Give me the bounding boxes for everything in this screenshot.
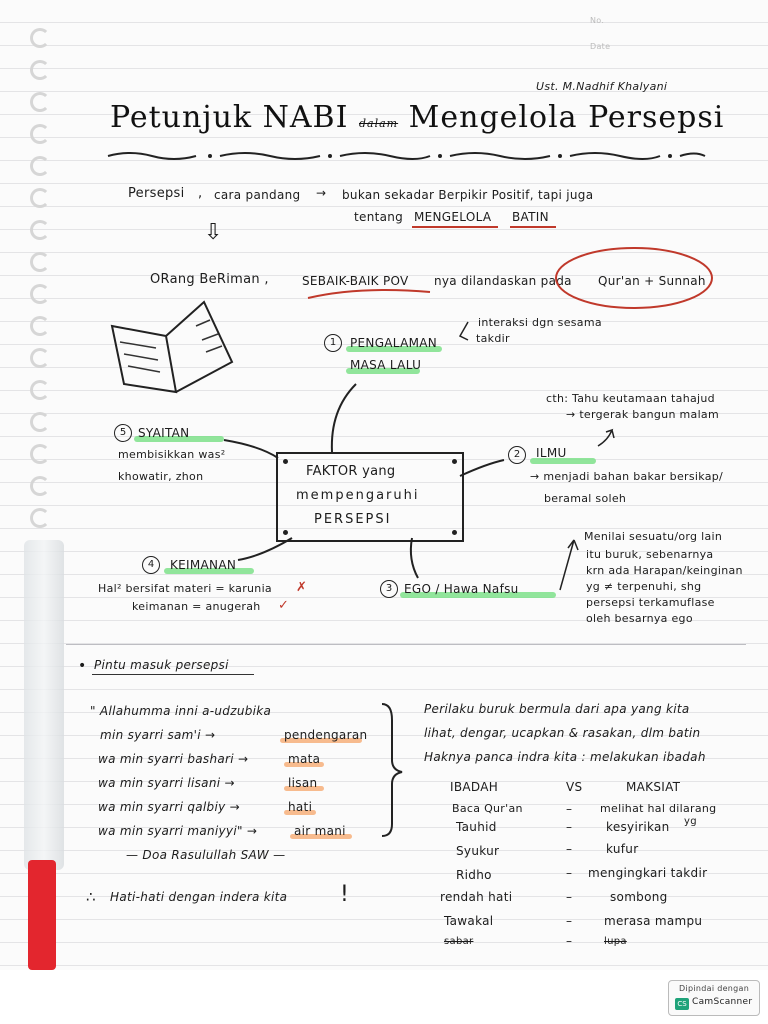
vs-dash: –	[566, 820, 573, 834]
maksiat-cell: lupa	[604, 936, 627, 947]
binding-ring	[30, 252, 50, 272]
factor1-label-line1: PENGALAMAN	[350, 336, 438, 350]
no-label: No.	[590, 16, 605, 25]
page-title	[110, 100, 724, 135]
red-pen	[28, 860, 56, 970]
vs-dash: –	[566, 842, 573, 856]
factor2-note4: beramal soleh	[544, 492, 627, 505]
factor3-note3: krn ada Harapan/keinginan	[586, 564, 743, 577]
persepsi-term: Persepsi	[128, 186, 185, 201]
date-label: Date	[590, 42, 611, 51]
section2-heading-underline	[92, 674, 254, 675]
factor3-note5: persepsi terkamuflase	[586, 596, 715, 609]
box-line2: mempengaruhi	[296, 488, 420, 503]
binding-ring	[30, 348, 50, 368]
beriman-rest: nya dilandaskan pada	[434, 274, 572, 288]
sebaik-baik-pov: SEBAIK-BAIK POV	[302, 274, 409, 288]
doa-source: — Doa Rasulullah SAW —	[126, 848, 286, 862]
doa-meaning: pendengaran	[284, 728, 368, 742]
factor5-label: SYAITAN	[138, 426, 190, 440]
binding-ring	[30, 444, 50, 464]
binding-ring	[30, 60, 50, 80]
section-divider	[66, 644, 746, 645]
factor2-note3: → menjadi bahan bakar bersikap/	[530, 470, 724, 483]
doa-line: wa min syarri bashari →	[98, 752, 249, 766]
binding-ring	[30, 316, 50, 336]
factor2-number: 2	[508, 446, 526, 464]
factor1-note1: interaksi dgn sesama	[478, 316, 602, 329]
doa-line: " Allahumma inni a-udzubika	[90, 704, 272, 718]
vs-header: VS	[566, 780, 583, 794]
intro-arrow: →	[316, 186, 327, 200]
binding-ring	[30, 380, 50, 400]
faktor-box	[276, 452, 464, 542]
factor5-number: 5	[114, 424, 132, 442]
open-book-icon	[106, 296, 236, 400]
doa-line: wa min syarri maniyyi" →	[98, 824, 258, 838]
ibadah-cell: Baca Qur'an	[452, 802, 523, 815]
factor2-note1: cth: Tahu keutamaan tahajud	[546, 392, 715, 405]
binding-ring	[30, 476, 50, 496]
ibadah-cell: rendah hati	[440, 890, 513, 904]
cara-pandang: cara pandang	[214, 188, 301, 202]
factor4-label: KEIMANAN	[170, 558, 237, 572]
factor3-note2: itu buruk, sebenarnya	[586, 548, 714, 561]
ibadah-cell: sabar	[444, 936, 474, 947]
maksiat-cell: merasa mampu	[604, 914, 703, 928]
binding-ring	[30, 92, 50, 112]
batin-underline	[510, 226, 556, 228]
factor1-note2: takdir	[476, 332, 510, 345]
maksiat-header: MAKSIAT	[626, 780, 681, 794]
orang-beriman: ORang BeRiman ,	[150, 272, 269, 287]
maksiat-cell: melihat hal dilarang	[600, 802, 717, 815]
factor3-note4: yg ≠ terpenuhi, shg	[586, 580, 702, 593]
yg-note: yg	[684, 816, 697, 827]
sebaik-red-underline	[300, 286, 440, 304]
doa-line: min syarri sam'i →	[100, 728, 216, 742]
maksiat-cell: sombong	[610, 890, 668, 904]
exclaim-mark: !	[340, 882, 350, 907]
vs-dash: –	[566, 934, 573, 948]
binding-ring	[30, 220, 50, 240]
ibadah-cell: Tauhid	[456, 820, 497, 834]
factor2-note2: → tergerak bangun malam	[566, 408, 719, 421]
title-wave-underline	[100, 146, 710, 166]
curly-brace	[376, 700, 406, 840]
factor4-number: 4	[142, 556, 160, 574]
binding-ring	[30, 508, 50, 528]
maksiat-cell: mengingkari takdir	[588, 866, 708, 880]
author: Ust. M.Nadhif Khalyani	[536, 80, 668, 93]
binding-ring	[30, 124, 50, 144]
doa-meaning: lisan	[288, 776, 318, 790]
doa-meaning: hati	[288, 800, 313, 814]
scanner-line1: Dipindai dengan	[679, 984, 750, 993]
intro-line2-prefix: tentang	[354, 210, 404, 224]
maksiat-cell: kesyirikan	[606, 820, 670, 834]
tape-strip	[24, 540, 64, 870]
section2-bullet: •	[78, 658, 87, 674]
right-intro-line: Haknya panca indra kita : melakukan ibadah	[424, 750, 706, 764]
binding-ring	[30, 28, 50, 48]
title-strike: dalam	[359, 117, 399, 130]
doa-line: wa min syarri qalbiy →	[98, 800, 240, 814]
section2-heading: Pintu masuk persepsi	[94, 658, 229, 672]
cross-mark-icon: ✗	[296, 580, 308, 595]
ibadah-cell: Ridho	[456, 868, 492, 882]
factor4-note2: keimanan = anugerah	[132, 600, 261, 613]
factor3-note6: oleh besarnya ego	[586, 612, 693, 625]
factor5-note1: membisikkan was²	[118, 448, 226, 461]
ibadah-cell: Syukur	[456, 844, 500, 858]
binding-ring	[30, 188, 50, 208]
vs-dash: –	[566, 890, 573, 904]
binding-ring	[30, 156, 50, 176]
vs-dash: –	[566, 802, 573, 816]
doa-meaning: air mani	[294, 824, 346, 838]
vs-dash: –	[566, 914, 573, 928]
doa-meaning: mata	[288, 752, 321, 766]
ibadah-header: IBADAH	[450, 780, 499, 794]
binding-ring	[30, 412, 50, 432]
maksiat-cell: kufur	[606, 842, 639, 856]
vs-dash: –	[566, 866, 573, 880]
right-intro-line: lihat, dengar, ucapkan & rasakan, dlm batin	[424, 726, 701, 740]
ibadah-cell: Tawakal	[444, 914, 494, 928]
right-intro-line: Perilaku buruk bermula dari apa yang kita	[424, 702, 690, 716]
box-line3: PERSEPSI	[314, 512, 392, 527]
factor3-label: EGO / Hawa Nafsu	[404, 582, 519, 596]
camscanner-stamp	[668, 980, 760, 1016]
batin-word: BATIN	[512, 210, 549, 224]
box-line1: FAKTOR yang	[306, 464, 396, 479]
factor1-label-line2: MASA LALU	[350, 358, 422, 372]
therefore-icon: ∴	[86, 888, 96, 906]
quran-sunnah-circle	[548, 240, 718, 316]
title-part2: Mengelola Persepsi	[408, 100, 725, 135]
factor1-number: 1	[324, 334, 342, 352]
camscanner-logo-icon: CS	[675, 998, 689, 1010]
scanner-line2: CamScanner	[692, 997, 753, 1007]
quran-sunnah: Qur'an + Sunnah	[598, 274, 706, 288]
factor4-note1: Hal² bersifat materi = karunia	[98, 582, 272, 595]
binding-ring	[30, 284, 50, 304]
factor2-label: ILMU	[536, 446, 567, 460]
down-arrow-icon: ⇩	[204, 220, 223, 245]
title-part1: Petunjuk NABI	[110, 100, 349, 135]
conclusion-text: Hati-hati dengan indera kita	[110, 890, 288, 904]
mengelola-underline	[412, 226, 498, 228]
mengelola-word: MENGELOLA	[414, 210, 492, 224]
factor3-note1: Menilai sesuatu/org lain	[584, 530, 723, 543]
check-mark-icon: ✓	[278, 598, 290, 613]
intro-line1: bukan sekadar Berpikir Positif, tapi juga	[342, 188, 594, 202]
factor3-number: 3	[380, 580, 398, 598]
persepsi-comma: ,	[198, 186, 203, 201]
doa-line: wa min syarri lisani →	[98, 776, 235, 790]
factor5-note2: khowatir, zhon	[118, 470, 204, 483]
